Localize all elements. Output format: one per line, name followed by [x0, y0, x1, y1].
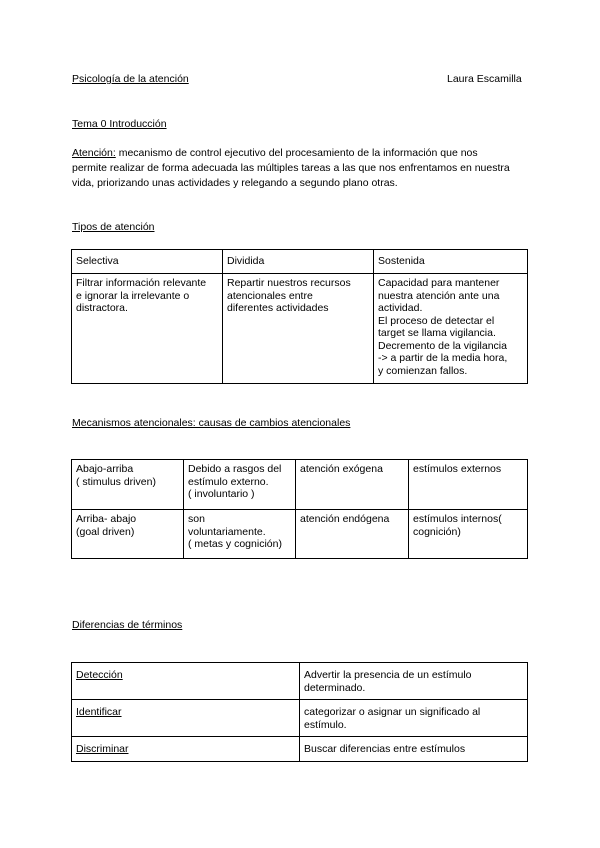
definition-term: Atención: — [72, 147, 116, 159]
types-header-cell: Selectiva — [72, 250, 223, 274]
types-table — [71, 249, 528, 384]
types-cell: Capacidad para mantener nuestra atención ante una actividad. El proceso de detectar el target se llama vigilancia. Decremento de la vigilancia -> a partir de la media hora, y comienzan fallos. — [374, 274, 528, 384]
mechanisms-cell: Abajo-arriba ( stimulus driven) — [72, 460, 184, 510]
types-header-row — [72, 250, 528, 274]
mechanisms-cell: son voluntariamente. ( metas y cognición) — [184, 510, 296, 559]
author-name: Laura Escamilla — [447, 73, 522, 85]
topic-title: Tema 0 Introducción — [72, 118, 167, 130]
mechanisms-cell: Arriba- abajo (goal driven) — [72, 510, 184, 559]
table-row — [72, 460, 528, 510]
types-cell: Filtrar información relevante e ignorar la irrelevante o distractora. — [72, 274, 223, 384]
term-cell: Detección — [72, 663, 300, 700]
definition-text: mecanismo de control ejecutivo del procesamiento de la información que nos permite realizar de forma adecuada las múltiples tareas a las que nos enfrentamos en nuestra vida, priorizando unas actividades y relegando a segundo plano otras. — [72, 147, 510, 189]
table-row — [72, 510, 528, 559]
mechanisms-table — [71, 459, 528, 559]
mechanisms-cell: Debido a rasgos del estímulo externo. ( involuntario ) — [184, 460, 296, 510]
mechanisms-cell: atención exógena — [296, 460, 409, 510]
types-cell: Repartir nuestros recursos atencionales entre diferentes actividades — [223, 274, 374, 384]
course-title: Psicología de la atención — [72, 73, 189, 85]
table-row — [72, 737, 528, 762]
term-definition-cell: Advertir la presencia de un estímulo determinado. — [300, 663, 528, 700]
definition-paragraph — [72, 146, 512, 191]
mechanisms-cell: estímulos internos( cognición) — [409, 510, 528, 559]
types-heading: Tipos de atención — [72, 221, 155, 233]
terms-heading: Diferencias de términos — [72, 619, 183, 631]
term-definition-cell: categorizar o asignar un significado al estímulo. — [300, 700, 528, 737]
term-cell: Discriminar — [72, 737, 300, 762]
types-description-row — [72, 274, 528, 384]
table-row — [72, 700, 528, 737]
term-definition-cell: Buscar diferencias entre estímulos — [300, 737, 528, 762]
table-row — [72, 663, 528, 700]
term-cell: Identificar — [72, 700, 300, 737]
types-header-cell: Dividida — [223, 250, 374, 274]
mechanisms-cell: estímulos externos — [409, 460, 528, 510]
mechanisms-heading: Mecanismos atencionales: causas de cambios atencionales — [72, 417, 351, 429]
types-header-cell: Sostenida — [374, 250, 528, 274]
mechanisms-cell: atención endógena — [296, 510, 409, 559]
terms-table — [71, 662, 528, 762]
